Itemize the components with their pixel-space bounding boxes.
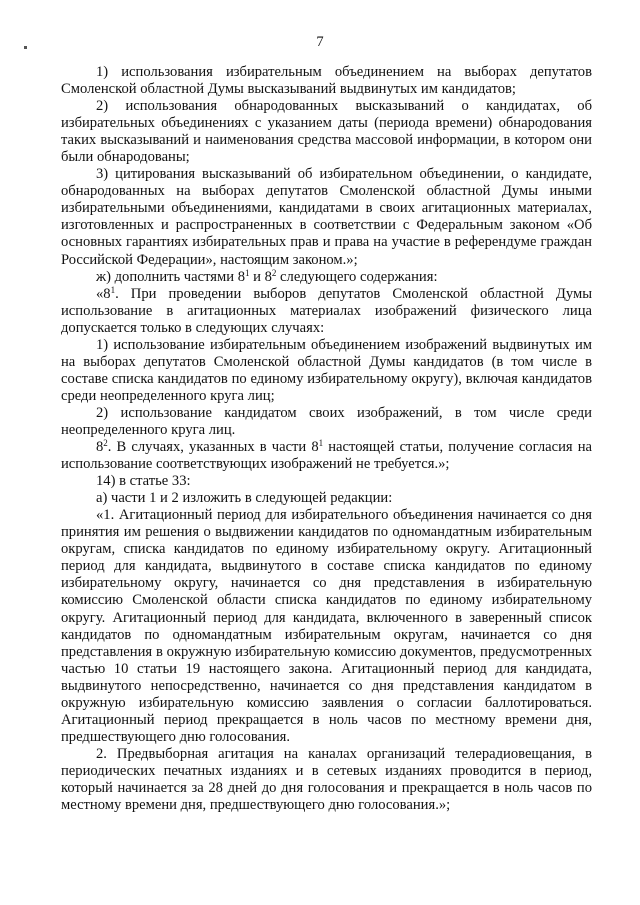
paragraph-10: а) части 1 и 2 изложить в следующей редакции: [96, 490, 393, 507]
paragraph-6: 1) использование избирательным объединением изображений выдвинутых им на выборах депутатов Смоленской областной Думы кандидатов (в том числе в составе списка кандидатов по единому избирательному округу), включая кандидатов среди неопределенного круга лиц; [61, 336, 592, 404]
paragraph-2: 2) использования обнародованных высказываний о кандидатах, об избирательных объединениях с указанием даты (периода времени) обнародования таких высказываний и наименования средства массовой информации, в котором они были обнародованы; [61, 98, 592, 166]
paragraph-11: «1. Агитационный период для избирательного объединения начинается со дня принятия им решения о выдвижении кандидатов по одномандатным избирательным округам, списка кандидатов по единому избирательному округу. Агитационный период для кандидата, выдвинутого в составе списка кандидатов по единому избирательному округу, начинается со дня представления в избирательную комиссию Смоленской области списка кандидатов по единому избирательному округу. Агитационный период для кандидата, включенного в заверенный список кандидатов по одномандатным избирательным округам, начинается со дня представления в окружную избирательную комиссию документов, предусмотренных частью 10 статьи 19 настоящего закона. Агитационный период для кандидата, выдвинутого непосредственно, начинается со дня представления кандидатом в окружную избирательную комиссию заявления о согласии баллотироваться. Агитационный период прекращается в ноль часов по местному времени дня, предшествующего дню голосования. [61, 507, 592, 745]
paragraph-3: 3) цитирования высказываний об избирательном объединении, о кандидате, обнародованных на выборах депутатов Смоленской областной Думы иными избирательными объединениями, кандидатами в своих агитационных материалах, изготовленных и распространенных в соответствии с Федеральным законом «Об основных гарантиях избирательных прав и права на участие в референдуме граждан Российской Федерации», настоящим законом.»; [61, 166, 592, 268]
paragraph-9: 14) в статье 33: [96, 473, 191, 490]
document-body [61, 64, 592, 814]
paragraph-7: 2) использование кандидатом своих изображений, в том числе среди неопределенного круга лиц. [61, 404, 592, 438]
paragraph-4: ж) дополнить частями $8^1$ и $8^2$ следующего содержания: [96, 267, 438, 285]
paragraph-1: 1) использования избирательным объединением на выборах депутатов Смоленской областной Думы высказываний выдвинутых им кандидатов; [61, 64, 592, 98]
page-number: 7 [316, 34, 324, 50]
paragraph-5: «$8^1$. При проведении выборов депутатов Смоленской областной Думы использование в агитационных материалах изображений физического лица допускается только в следующих случаях: [61, 284, 592, 336]
scan-speck [24, 46, 27, 49]
paragraph-8: $8^2$. В случаях, указанных в части $8^1$ настоящей статьи, получение согласия на использование соответствующих изображений не требуется.»; [61, 438, 592, 473]
paragraph-12: 2. Предвыборная агитация на каналах организаций телерадиовещания, в периодических печатных изданиях и в сетевых изданиях проводится в период, который начинается за 28 дней до дня голосования и прекращается в ноль часов по местному времени дня, предшествующего дню голосования.»; [61, 745, 592, 814]
